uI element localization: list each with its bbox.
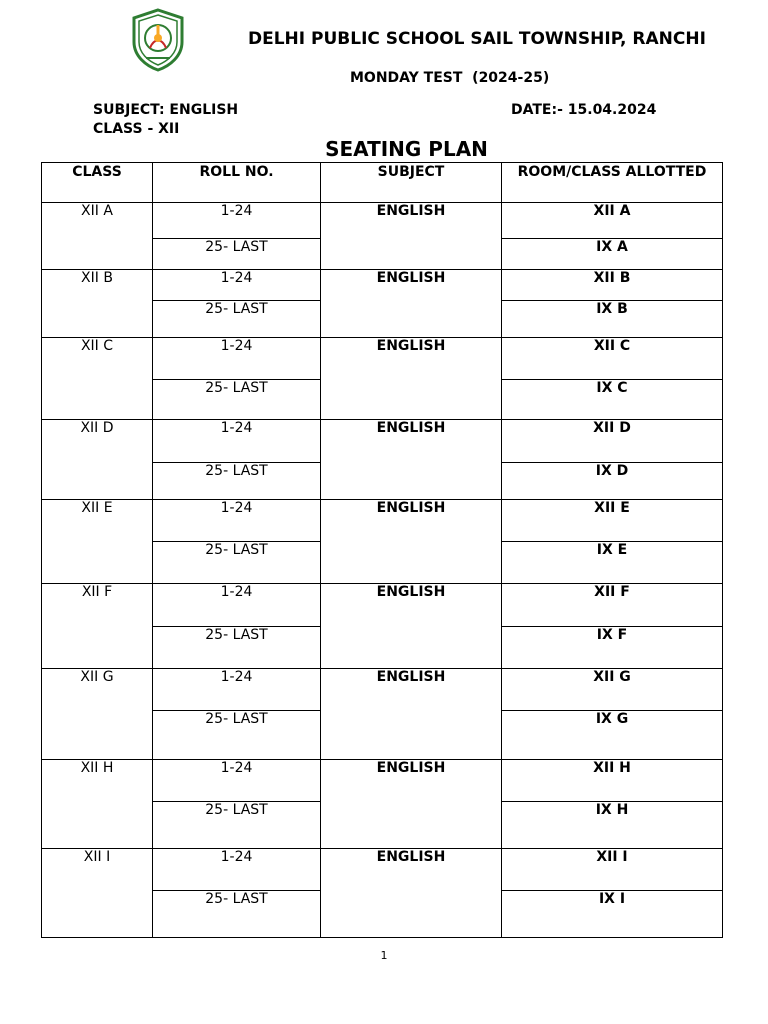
table-row bbox=[42, 584, 723, 627]
subject-label: ENGLISH bbox=[376, 669, 446, 685]
subject-label: ENGLISH bbox=[376, 338, 446, 354]
table-row bbox=[42, 270, 723, 301]
room-cell: IX I bbox=[502, 891, 723, 938]
table-row bbox=[42, 500, 723, 542]
header-class: CLASS bbox=[42, 163, 153, 203]
class-cell: XII E bbox=[42, 500, 153, 584]
class-cell: XII D bbox=[42, 420, 153, 500]
room-cell: XII H bbox=[502, 760, 723, 802]
room-cell: IX G bbox=[502, 711, 723, 760]
subject-line: SUBJECT: ENGLISH bbox=[93, 102, 239, 118]
table-header-row bbox=[42, 163, 723, 203]
room-cell: IX A bbox=[502, 239, 723, 270]
table-row bbox=[42, 760, 723, 802]
roll-cell: 25- LAST bbox=[153, 627, 321, 669]
roll-cell: 1-24 bbox=[153, 849, 321, 891]
subject-label: ENGLISH bbox=[376, 203, 446, 219]
room-cell: XII C bbox=[502, 338, 723, 380]
subject-cell bbox=[321, 203, 502, 270]
subject-label: ENGLISH bbox=[376, 420, 446, 436]
header-room-allotted: ROOM/CLASS ALLOTTED bbox=[502, 163, 723, 203]
roll-cell: 25- LAST bbox=[153, 891, 321, 938]
subject-label: ENGLISH bbox=[376, 849, 446, 865]
subject-label: ENGLISH bbox=[376, 500, 446, 516]
seating-table bbox=[41, 162, 723, 938]
subject-cell bbox=[321, 584, 502, 669]
roll-cell: 1-24 bbox=[153, 270, 321, 301]
roll-cell: 25- LAST bbox=[153, 380, 321, 420]
roll-cell: 25- LAST bbox=[153, 711, 321, 760]
subject-label: ENGLISH bbox=[376, 270, 446, 286]
header-subject: SUBJECT bbox=[321, 163, 502, 203]
class-cell: XII H bbox=[42, 760, 153, 849]
room-cell: IX B bbox=[502, 301, 723, 338]
room-cell: IX C bbox=[502, 380, 723, 420]
roll-cell: 25- LAST bbox=[153, 463, 321, 500]
test-title: MONDAY TEST (2024-25) bbox=[350, 70, 550, 86]
subject-cell bbox=[321, 760, 502, 849]
page-number: 1 bbox=[380, 949, 388, 962]
table-row bbox=[42, 849, 723, 891]
room-cell: IX E bbox=[502, 542, 723, 584]
room-cell: IX F bbox=[502, 627, 723, 669]
room-cell: XII B bbox=[502, 270, 723, 301]
class-cell: XII F bbox=[42, 584, 153, 669]
class-line: CLASS - XII bbox=[93, 121, 180, 137]
subject-cell bbox=[321, 270, 502, 338]
room-cell: XII A bbox=[502, 203, 723, 239]
room-cell: XII D bbox=[502, 420, 723, 463]
roll-cell: 1-24 bbox=[153, 338, 321, 380]
room-cell: XII I bbox=[502, 849, 723, 891]
room-cell: XII E bbox=[502, 500, 723, 542]
class-cell: XII B bbox=[42, 270, 153, 338]
header-roll-no: ROLL NO. bbox=[153, 163, 321, 203]
table-row bbox=[42, 420, 723, 463]
room-cell: IX H bbox=[502, 802, 723, 849]
class-cell: XII A bbox=[42, 203, 153, 270]
roll-cell: 1-24 bbox=[153, 203, 321, 239]
subject-label: ENGLISH bbox=[376, 760, 446, 776]
table-row bbox=[42, 338, 723, 380]
room-cell: XII F bbox=[502, 584, 723, 627]
school-name: DELHI PUBLIC SCHOOL SAIL TOWNSHIP, RANCHI bbox=[248, 29, 706, 49]
subject-cell bbox=[321, 669, 502, 760]
roll-cell: 1-24 bbox=[153, 760, 321, 802]
roll-cell: 25- LAST bbox=[153, 802, 321, 849]
table-row bbox=[42, 203, 723, 239]
school-crest-icon bbox=[128, 8, 188, 72]
roll-cell: 25- LAST bbox=[153, 239, 321, 270]
subject-label: ENGLISH bbox=[376, 584, 446, 600]
class-cell: XII G bbox=[42, 669, 153, 760]
roll-cell: 1-24 bbox=[153, 584, 321, 627]
subject-cell bbox=[321, 338, 502, 420]
room-cell: IX D bbox=[502, 463, 723, 500]
roll-cell: 25- LAST bbox=[153, 542, 321, 584]
plan-title: SEATING PLAN bbox=[325, 137, 488, 161]
roll-cell: 1-24 bbox=[153, 500, 321, 542]
subject-cell bbox=[321, 849, 502, 938]
roll-cell: 1-24 bbox=[153, 669, 321, 711]
room-cell: XII G bbox=[502, 669, 723, 711]
roll-cell: 25- LAST bbox=[153, 301, 321, 338]
class-cell: XII C bbox=[42, 338, 153, 420]
roll-cell: 1-24 bbox=[153, 420, 321, 463]
table-row bbox=[42, 669, 723, 711]
subject-cell bbox=[321, 420, 502, 500]
class-cell: XII I bbox=[42, 849, 153, 938]
date-line: DATE:- 15.04.2024 bbox=[511, 102, 657, 118]
subject-cell bbox=[321, 500, 502, 584]
